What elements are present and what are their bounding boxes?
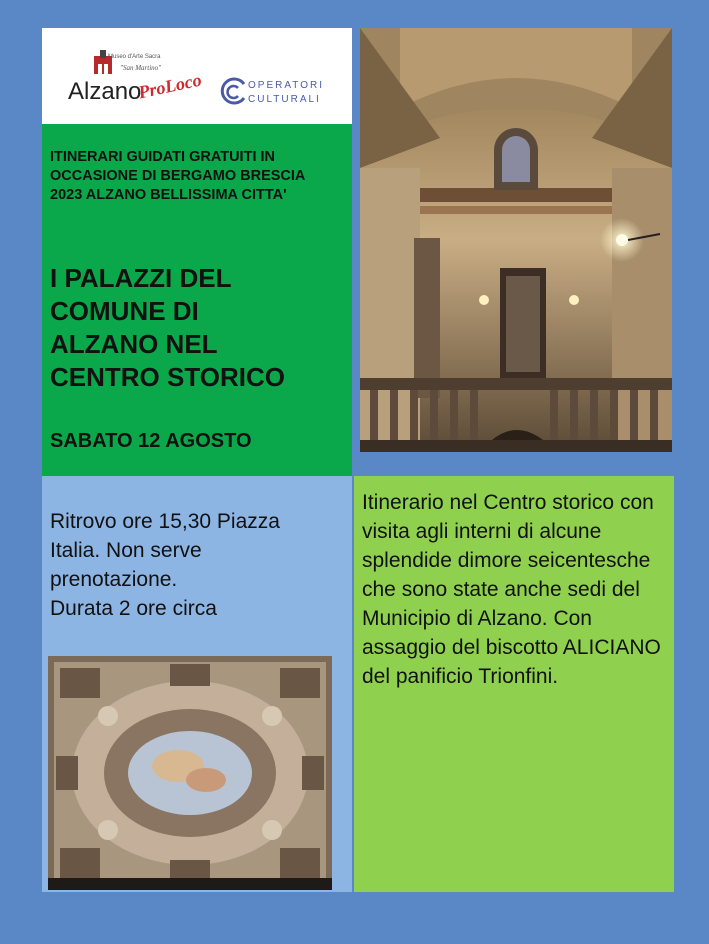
frescoed-ceiling-image <box>48 656 332 890</box>
meeting-line: prenotazione. <box>50 568 178 591</box>
museum-line: Museo d'Arte Sacra <box>108 54 161 60</box>
alzano-logo-text: Alzano <box>68 78 142 105</box>
event-subtitle: ITINERARI GUIDATI GRATUITI IN OCCASIONE DI BERGAMO BRESCIA 2023 ALZANO BELLISSIMA CITTA' <box>50 149 305 203</box>
proloco-logo-text: ProLoco <box>136 69 204 103</box>
title-line: I PALAZZI DEL <box>50 263 232 293</box>
title-line: ALZANO NEL <box>50 329 218 359</box>
title-line: CENTRO STORICO <box>50 362 285 392</box>
event-title <box>50 262 350 394</box>
operatori-culturali-logo-icon <box>218 74 250 108</box>
frescoed-ceiling-photo <box>48 656 332 890</box>
operatori-line: OPERATORI <box>248 80 324 91</box>
meeting-info <box>50 507 350 623</box>
meeting-line: Italia. Non serve <box>50 539 202 562</box>
museum-name: "San Martino" <box>120 64 162 72</box>
meeting-line: Ritrovo ore 15,30 Piazza <box>50 510 280 533</box>
palace-hall-photo <box>360 28 672 452</box>
title-line: COMUNE DI <box>50 296 199 326</box>
culturali-line: CULTURALI <box>248 94 321 105</box>
meeting-line: Durata 2 ore circa <box>50 597 217 620</box>
event-date: SABATO 12 AGOSTO <box>50 430 252 452</box>
palace-hall-image <box>360 28 672 452</box>
event-description: Itinerario nel Centro storico con visita agli interni di alcune splendide dimore seicentesche che sono state anche sedi del Municipio di Alzano. Con assaggio del biscotto ALICIANO del panificio Trionfini. <box>362 491 661 688</box>
